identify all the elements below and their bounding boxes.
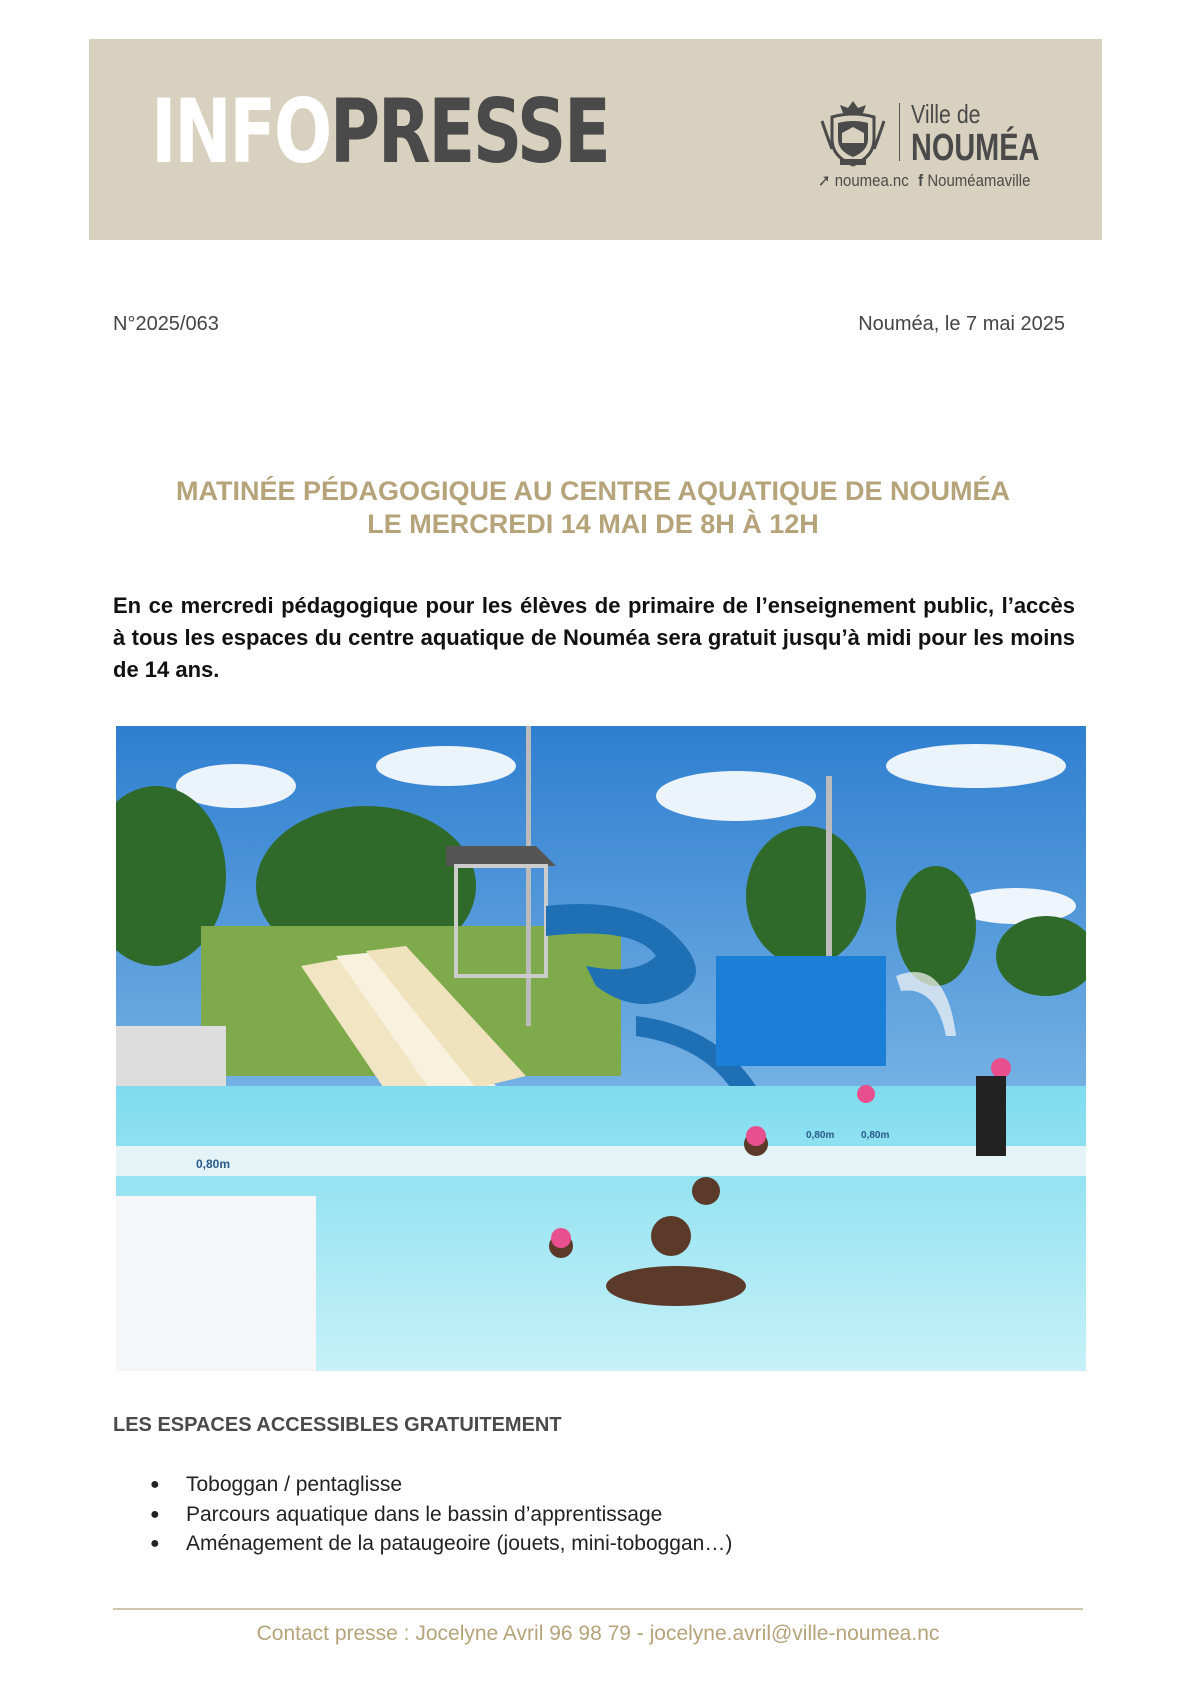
ville-de-noumea-logo xyxy=(818,99,1048,189)
logo-links xyxy=(818,171,1030,191)
bullet-icon: ● xyxy=(150,1505,160,1523)
pool-illustration xyxy=(116,726,1086,1371)
press-release-number: N°2025/063 xyxy=(113,313,219,335)
depth-marker-2: 0,80m xyxy=(806,1130,835,1141)
list-item-text: Toboggan / pentaglisse xyxy=(186,1473,402,1496)
depth-marker-1: 0,80m xyxy=(196,1157,231,1171)
depth-marker-3: 0,80m xyxy=(861,1130,890,1141)
facebook-icon: f xyxy=(918,171,924,190)
aquatic-center-photo xyxy=(116,726,1086,1371)
facebook-link[interactable]: Nouméamaville xyxy=(927,171,1031,190)
logo-ville-de: Ville de xyxy=(911,99,981,129)
list-item-text: Parcours aquatique dans le bassin d’apprentissage xyxy=(186,1502,663,1526)
info-presse-wordmark xyxy=(151,80,609,183)
accessible-spaces-list xyxy=(148,1470,948,1559)
bullet-icon: ● xyxy=(150,1535,160,1552)
brand-info: INFO xyxy=(151,80,330,183)
footer-divider xyxy=(113,1608,1083,1610)
section-heading: LES ESPACES ACCESSIBLES GRATUITEMENT xyxy=(113,1414,562,1436)
list-item xyxy=(148,1529,948,1559)
bullet-icon: ● xyxy=(150,1476,160,1493)
header-banner xyxy=(89,39,1102,240)
press-release-date: Nouméa, le 7 mai 2025 xyxy=(858,313,1065,335)
list-item-text: Aménagement de la pataugeoire (jouets, mini-toboggan…) xyxy=(186,1532,733,1555)
page-title-line-2: LE MERCREDI 14 MAI DE 8H À 12H xyxy=(367,509,819,539)
brand-presse: PRESSE xyxy=(329,80,609,183)
page-title-line-1: MATINÉE PÉDAGOGIQUE AU CENTRE AQUATIQUE DE NOUMÉA xyxy=(175,476,1011,506)
list-item xyxy=(148,1500,948,1530)
website-link[interactable]: noumea.nc xyxy=(834,171,909,190)
list-item xyxy=(148,1470,948,1500)
press-contact: Contact presse : Jocelyne Avril 96 98 79 - jocelyne.avril@ville-noumea.nc xyxy=(256,1622,940,1645)
logo-divider xyxy=(899,103,900,161)
logo-noumea: NOUMÉA xyxy=(911,127,1040,169)
send-icon: ➚ xyxy=(818,171,831,190)
city-crest-icon xyxy=(818,99,888,169)
lead-paragraph: En ce mercredi pédagogique pour les élèves de primaire de l’enseignement public, l’accès à tous les espaces du centre aquatique de Nouméa sera gratuit jusqu’à midi pour les moins de 14 ans. xyxy=(113,593,1075,682)
